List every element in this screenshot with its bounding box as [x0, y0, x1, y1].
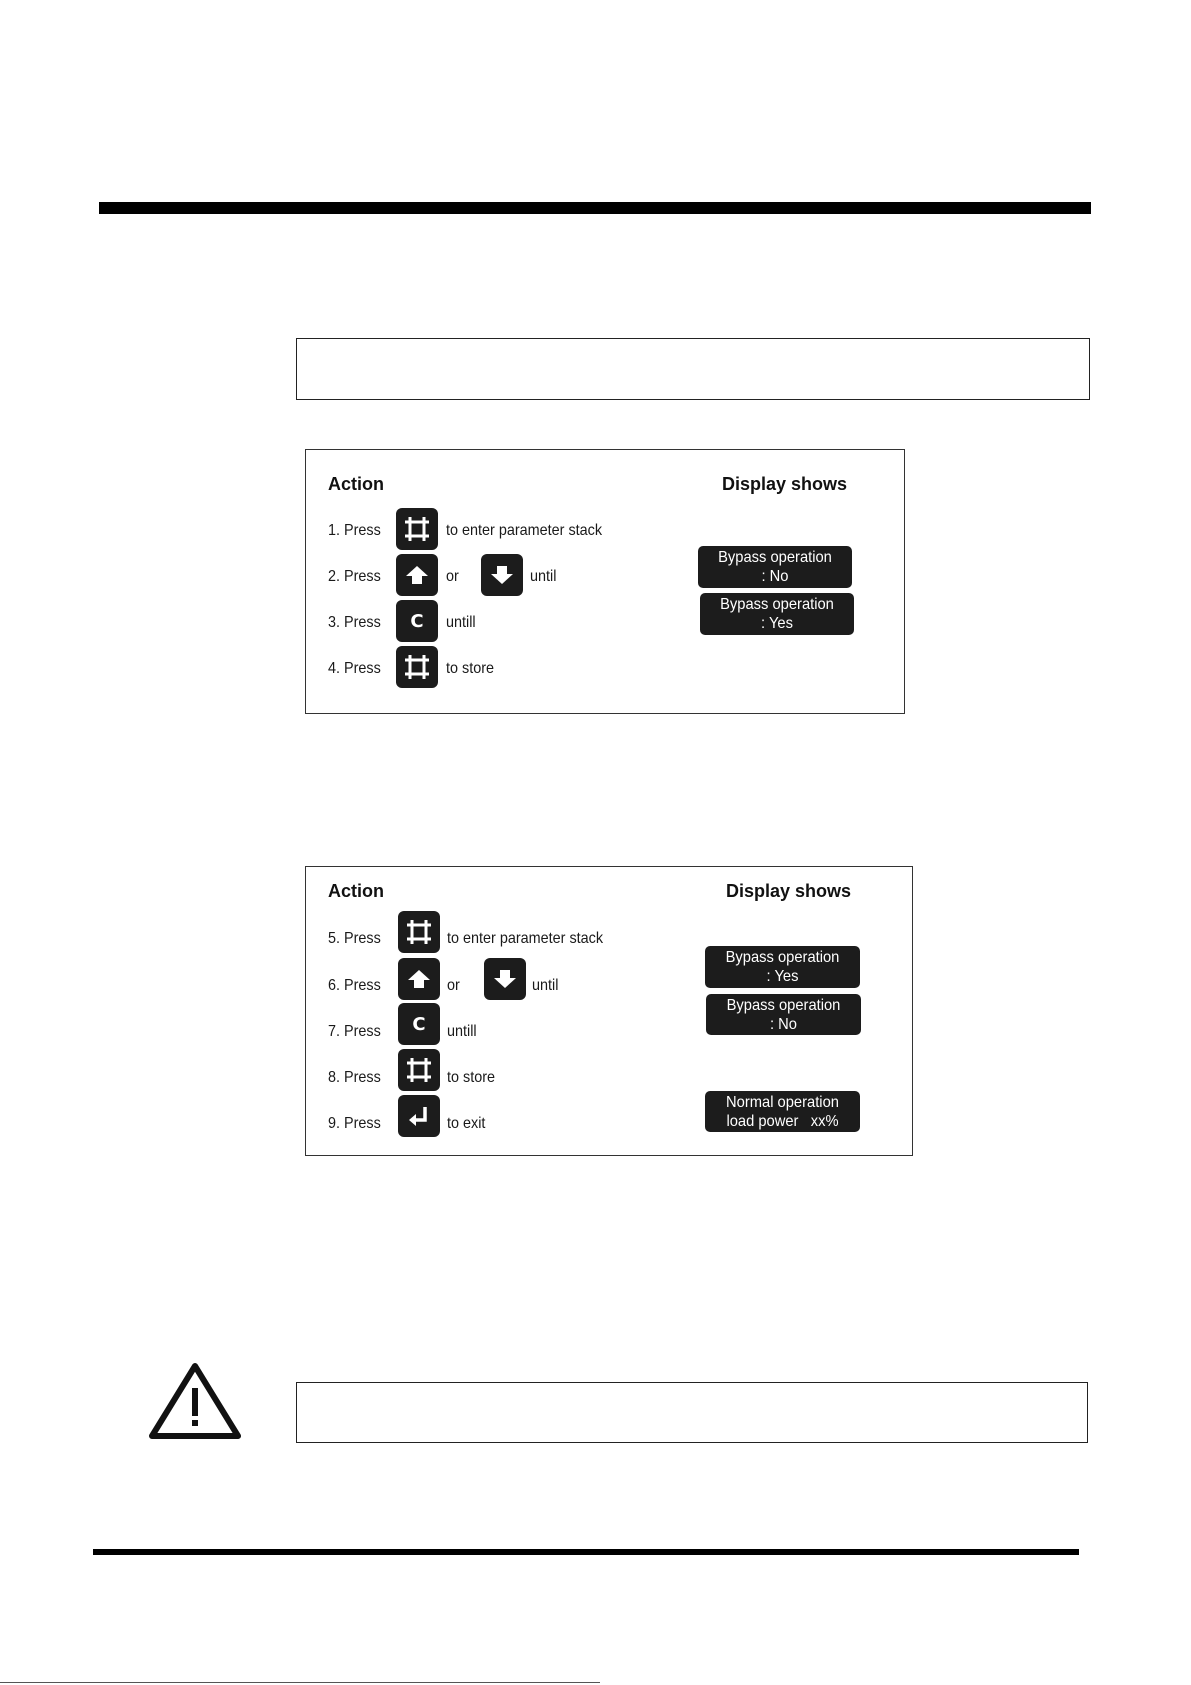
menu-key-icon	[398, 1049, 440, 1091]
arrow-down-icon	[484, 958, 526, 1000]
c-key-icon	[396, 600, 438, 642]
display-line-1: Bypass operation	[718, 549, 832, 566]
display-shows-header: Display shows	[726, 881, 852, 901]
step-number: 6. Press	[328, 977, 381, 994]
step-number: 3. Press	[328, 614, 381, 631]
display-readout	[706, 994, 861, 1035]
menu-key-icon	[398, 911, 440, 953]
step-text: to enter parameter stack	[447, 930, 604, 947]
arrow-up-icon	[396, 554, 438, 596]
step-text: to store	[447, 1069, 496, 1086]
step-text: untill	[446, 614, 476, 631]
footer-rule	[93, 1549, 1079, 1555]
step-text: until	[532, 977, 559, 994]
display-line-1: Bypass operation	[726, 997, 841, 1014]
action-header: Action	[328, 474, 384, 494]
action-header: Action	[328, 881, 384, 901]
warning-box	[296, 1382, 1088, 1443]
enter-arrow-icon	[398, 1095, 440, 1137]
display-line-2: : Yes	[766, 968, 799, 985]
display-line-2: : No	[770, 1016, 797, 1033]
step-number: 8. Press	[328, 1069, 381, 1086]
display-line-1: Bypass operation	[720, 596, 834, 613]
arrow-down-icon	[481, 554, 523, 596]
display-line-2: : No	[761, 568, 789, 585]
step-text: to exit	[447, 1115, 486, 1132]
display-line-1: Normal operation	[726, 1094, 839, 1111]
c-key-label: C	[410, 610, 424, 632]
procedure-panel-disable-bypass	[305, 866, 913, 1156]
menu-key-icon	[396, 508, 438, 550]
display-line-2: load power xx%	[726, 1113, 839, 1130]
step-text: to enter parameter stack	[446, 522, 603, 539]
display-line-1: Bypass operation	[725, 949, 840, 966]
step-number: 5. Press	[328, 930, 381, 947]
display-shows-header: Display shows	[722, 474, 848, 494]
connector-text: or	[447, 977, 460, 994]
display-readout	[698, 546, 852, 588]
footer-hairline	[0, 1682, 600, 1683]
display-readout	[705, 1091, 860, 1132]
step-text: until	[530, 568, 557, 585]
display-readout	[700, 593, 854, 635]
menu-key-icon	[396, 646, 438, 688]
connector-text: or	[446, 568, 459, 585]
step-number: 9. Press	[328, 1115, 381, 1132]
warning-triangle-icon	[148, 1362, 242, 1440]
procedure-panel-enable-bypass	[305, 449, 905, 714]
step-number: 1. Press	[328, 522, 381, 539]
display-readout	[705, 946, 860, 988]
step-text: untill	[447, 1023, 477, 1040]
c-key-icon	[398, 1003, 440, 1045]
note-box	[296, 338, 1090, 400]
arrow-up-icon	[398, 958, 440, 1000]
header-rule	[99, 202, 1091, 214]
step-number: 2. Press	[328, 568, 381, 585]
step-text: to store	[446, 660, 495, 677]
display-line-2: : Yes	[761, 615, 793, 632]
step-number: 4. Press	[328, 660, 381, 677]
c-key-label: C	[412, 1013, 426, 1035]
step-number: 7. Press	[328, 1023, 381, 1040]
